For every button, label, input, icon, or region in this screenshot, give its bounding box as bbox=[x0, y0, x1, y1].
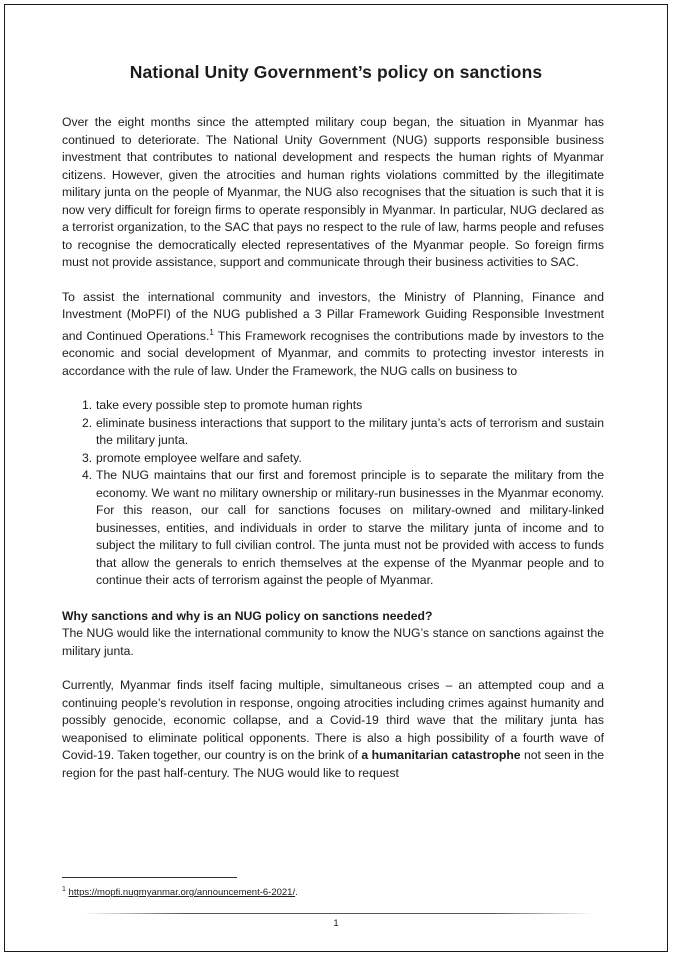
document-page bbox=[4, 4, 668, 952]
document-body bbox=[62, 114, 604, 782]
paragraph-crises-text-a: Currently, Myanmar finds itself facing multiple, simultaneous crises – an attempted coup and a continuing people’s revolution in response, ongoing atrocities including crimes against humanity and possibly genocide, economic collapse, and a Covid-19 third wave that the military junta has weaponised to eliminate political opponents. There is also a high possibility of a fourth wave of Covid-19. Taken together, our country is on the brink of bbox=[62, 678, 604, 763]
business-call-list bbox=[62, 397, 604, 590]
paragraph-intro: Over the eight months since the attempted military coup began, the situation in Myanmar has continued to deteriorate. The National Unity Government (NUG) supports responsible business investment that contributes to national development and respects the human rights of Myanmar citizens. However, given the atrocities and human rights violations committed by the illegitimate military junta on the people of Myanmar, the NUG also recognises that the situation is such that it is now very difficult for foreign firms to operate responsibly in Myanmar. In particular, NUG declared as a terrorist organization, to the SAC that pays no respect to the rule of law, harms people and refuses to recognise the democratically elected representatives of the Myanmar people. So foreign firms must not provide assistance, support and communicate through their business activities to SAC. bbox=[62, 115, 604, 269]
list-item-number: 3. bbox=[82, 450, 93, 465]
footnote-link[interactable]: https://mopfi.nugmyanmar.org/announcement-6-2021/ bbox=[68, 887, 296, 899]
footnote-reference[interactable]: 1 bbox=[209, 327, 214, 337]
list-item-text: The NUG maintains that our first and foremost principle is to separate the military from the economy. We want no military ownership or military-run businesses in the Myanmar economy. For this reason, our call for sanctions focuses on military-owned and military-linked businesses, entities, and individuals in order to starve the military junta of income and to subject the military to full civilian control. The junta must not be provided with access to funds that allow the generals to enrich themselves at the expense of the Myanmar people and to continue their acts of terrorism against the people of Myanmar. bbox=[96, 468, 604, 588]
footnote bbox=[62, 883, 298, 900]
paragraph-framework bbox=[62, 289, 604, 381]
list-item bbox=[62, 467, 604, 590]
paragraph-stance: The NUG would like the international community to know the NUG’s stance on sanctions against the military junta. bbox=[62, 626, 604, 658]
paragraph-framework-text-a: To assist the international community and investors, the Ministry of Planning, Finance and Investment (MoPFI) of the NUG published a 3 Pillar Framework Guiding Responsible Investment and Continued Operations. bbox=[62, 289, 604, 343]
list-item-number: 2. bbox=[82, 415, 93, 430]
list-item-text: take every possible step to promote human rights bbox=[96, 398, 363, 413]
document-title: National Unity Government’s policy on sanctions bbox=[129, 62, 543, 82]
page-number: 1 bbox=[333, 918, 339, 929]
paragraph-crises-text-b: not seen in the region for the past half-century. The NUG would like to request bbox=[62, 748, 605, 780]
list-item-number: 4. bbox=[82, 468, 93, 483]
list-item-number: 1. bbox=[82, 398, 93, 413]
list-item-text: eliminate business interactions that support to the military junta’s acts of terrorism and sustain the military junta. bbox=[96, 415, 604, 448]
list-item bbox=[62, 397, 604, 415]
section-heading: Why sanctions and why is an NUG policy on sanctions needed? bbox=[62, 608, 433, 623]
list-item bbox=[62, 415, 604, 450]
paragraph-crises-emphasis: a humanitarian catastrophe bbox=[361, 748, 521, 763]
footnote-number: 1 bbox=[62, 886, 66, 893]
footnote-separator bbox=[62, 877, 237, 878]
paragraph-crises bbox=[62, 677, 604, 782]
list-item-text: promote employee welfare and safety. bbox=[96, 450, 302, 465]
list-item bbox=[62, 450, 604, 468]
footnote-tail: . bbox=[295, 887, 298, 899]
footer-rule bbox=[83, 913, 593, 914]
paragraph-framework-text-b: This Framework recognises the contributions made by investors to the economic and social development of Myanmar, and commits to protecting investor interests in accordance with the rule of law. Under the Framework, the NUG calls on business to bbox=[62, 328, 604, 378]
